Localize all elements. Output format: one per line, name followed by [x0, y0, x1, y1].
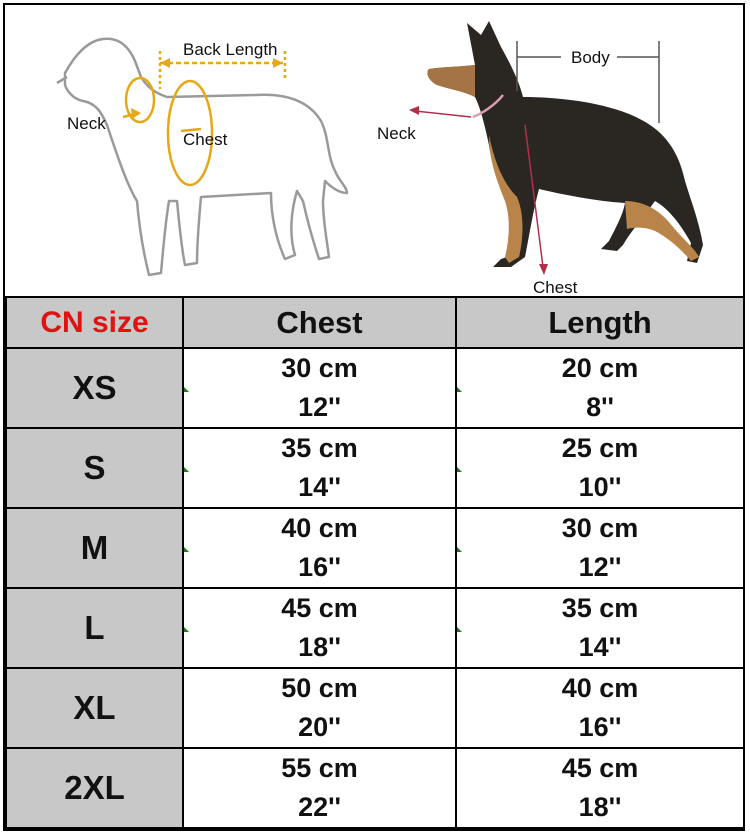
- length-inch-value: 8'': [586, 392, 614, 422]
- length-column-header: Length: [456, 297, 744, 348]
- size-cell: XL: [6, 668, 183, 748]
- chest-cm-value: 55 cm: [281, 753, 358, 783]
- cell-marker: [184, 547, 189, 552]
- chest-cell: [183, 588, 456, 668]
- cell-marker: [457, 467, 462, 472]
- chest-label-left: Chest: [183, 130, 228, 149]
- body-label: Body: [571, 48, 610, 67]
- chest-cm-value: 50 cm: [281, 673, 358, 703]
- chest-inch-value: 16'': [298, 552, 341, 582]
- chest-cm-value: 45 cm: [281, 593, 358, 623]
- size-table: [5, 296, 745, 829]
- size-cell: L: [6, 588, 183, 668]
- length-inch-value: 18'': [578, 792, 622, 822]
- length-cm-value: 45 cm: [561, 753, 639, 783]
- size-column-header: CN size: [6, 297, 183, 348]
- table-row: [6, 348, 744, 428]
- size-cell: M: [6, 508, 183, 588]
- chest-cell: [183, 428, 456, 508]
- length-cell: [456, 748, 744, 828]
- size-cell: XS: [6, 348, 183, 428]
- table-header-row: [6, 297, 744, 348]
- length-cm-value: 25 cm: [561, 433, 639, 463]
- chest-inch-value: 12'': [298, 392, 341, 422]
- length-inch-value: 10'': [578, 472, 622, 502]
- measurement-diagram: [5, 5, 743, 295]
- cell-marker: [184, 387, 189, 392]
- neck-label-left: Neck: [67, 114, 106, 133]
- table-row: [6, 428, 744, 508]
- german-shepherd-figure: [427, 21, 703, 267]
- length-cm-value: 20 cm: [561, 353, 639, 383]
- chest-inch-value: 20'': [298, 712, 341, 742]
- chest-inch-value: 22'': [298, 792, 341, 822]
- size-cell: S: [6, 428, 183, 508]
- length-cell: [456, 428, 744, 508]
- length-cm-value: 40 cm: [561, 673, 639, 703]
- back-length-label: Back Length: [183, 40, 278, 59]
- chest-column-header: Chest: [183, 297, 456, 348]
- measurement-illustration: [5, 5, 743, 295]
- size-chart: [3, 3, 745, 831]
- chest-inch-value: 14'': [298, 472, 341, 502]
- table-row: [6, 508, 744, 588]
- chest-cell: [183, 348, 456, 428]
- length-cm-value: 30 cm: [561, 513, 639, 543]
- chest-cell: [183, 508, 456, 588]
- chest-cell: [183, 668, 456, 748]
- chest-inch-value: 18'': [298, 632, 341, 662]
- size-cell: 2XL: [6, 748, 183, 828]
- length-cell: [456, 588, 744, 668]
- length-inch-value: 12'': [578, 552, 622, 582]
- chest-cm-value: 30 cm: [281, 353, 358, 383]
- dog-outline-drawing: [57, 39, 347, 275]
- table-row: [6, 748, 744, 828]
- length-cell: [456, 508, 744, 588]
- length-inch-value: 16'': [578, 712, 622, 742]
- cell-marker: [457, 627, 462, 632]
- chest-cm-value: 35 cm: [281, 433, 358, 463]
- table-row: [6, 588, 744, 668]
- chest-label-right: Chest: [533, 278, 578, 295]
- length-inch-value: 14'': [578, 632, 622, 662]
- cell-marker: [184, 467, 189, 472]
- length-cell: [456, 668, 744, 748]
- chest-cm-value: 40 cm: [281, 513, 358, 543]
- chest-cell: [183, 748, 456, 828]
- neck-label-right: Neck: [377, 124, 416, 143]
- length-cm-value: 35 cm: [561, 593, 639, 623]
- length-cell: [456, 348, 744, 428]
- cell-marker: [184, 627, 189, 632]
- cell-marker: [457, 547, 462, 552]
- cell-marker: [457, 387, 462, 392]
- table-row: [6, 668, 744, 748]
